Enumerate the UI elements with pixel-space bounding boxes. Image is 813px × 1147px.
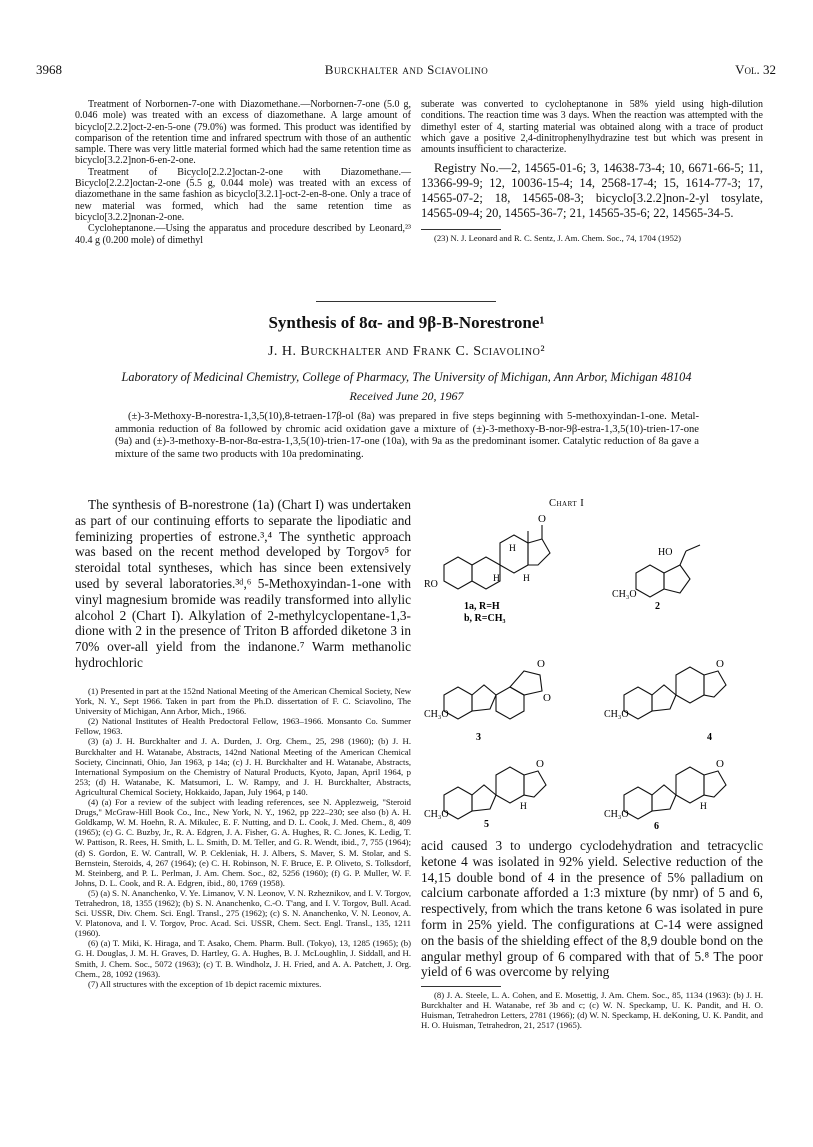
paragraph: Cycloheptanone.—Using the apparatus and procedure described by Leonard,²³ 40.4 g (0.200 mole) of dimethyl [75, 223, 411, 246]
compound-label-1b: b, R=CH₃ [464, 613, 506, 624]
substituent-label: HO [658, 547, 673, 558]
registry-numbers: Registry No.—2, 14565-01-6; 3, 14638-73-4; 10, 6671-66-5; 11, 13366-99-9; 12, 10036-15-4; 14, 2568-17-4; 15, 1614-77-3; 17, 14565-07-2; 18, 14565-08-3; bicyclo[3.2.2]non-2-yl tosylate, 14565-09-4; 20, 14565-36-7; 21, 14565-35-6; 22, 14565-34-5. [421, 161, 763, 221]
abstract [115, 411, 699, 461]
compound-label-6: 6 [654, 821, 659, 830]
top-right-column [421, 99, 763, 243]
oxygen-label: O [543, 692, 551, 704]
body-right-column [421, 838, 763, 1031]
footnote: (5) (a) S. N. Ananchenko, V. Ye. Limanov, V. N. Leonov, V. N. Rzheznikov, and I. V. Torgov, Tetrahedron, 18, 1355 (1962); (b) S. N. Ananchenko, C.-O. T'ang, and I. V. Torgov, Bull. Acad. Sci. USSR, Div. Chem. Sci. Engl. Transl., 275 (1962); (c) S. N. Ananchenko, V. N. Leonov, A. V. Platonova, and I. V. Torgov, Proc. Acad. Sci. USSR, Chem. Sect. Engl. Transl., 135, 1211 (1960). [75, 887, 411, 939]
running-head: Burckhalter and Sciavolino [324, 62, 489, 77]
abstract-text: (±)-3-Methoxy-B-norestra-1,3,5(10),8-tetraen-17β-ol (8a) was prepared in five steps beginning with 5-methoxyindan-1-one. Metal-ammonia reduction of 8a followed by chromic acid oxidation gave a mixture of (±)-3-methoxy-B-nor-9β-estra-1,3,5(10)-trien-17-one (9a) and (±)-3-methoxy-B-nor-8α-estra-1,3,5(10)-trien-17-one (10a), with 9a as the predominant isomer. Catalytic reduction of 8a gave a mixture of the same two products with 10a predominating. [115, 411, 699, 460]
substituent-label: CH₃O [612, 589, 637, 600]
substituent-label: CH₃O [424, 709, 449, 720]
compound-label-3: 3 [476, 732, 481, 743]
footnote: (6) (a) T. Miki, K. Hiraga, and T. Asako, Chem. Pharm. Bull. (Tokyo), 13, 1285 (1965); (b) G. H. Douglas, J. M. H. Graves, D. Hartley, G. A. Hughes, B. J. McLoughlin, J. Siddall, and H. Smith, J. Chem. Soc., 5072 (1963); (c) T. B. Windholz, J. H. Fried, and A. A. Patchett, J. Org. Chem., 28, 1092 (1963). [75, 938, 411, 979]
section-divider [316, 301, 496, 302]
substituent-label: CH₃O [424, 809, 449, 820]
paragraph: Treatment of Norbornen-7-one with Diazomethane.—Norbornen-7-one (5.0 g, 0.046 mole) was treated with an excess of diazomethane. A large amount of bicyclo[2.2.2]oct-2-en-5-one (79.0%) was formed. This product was identified by comparison of the retention time and infrared spectrum with those of an authentic sample. There was very little material formed which had the same retention time as bicyclo[3.2.2]non-6-en-2-one. [75, 99, 411, 167]
footnote: (8) J. A. Steele, L. A. Cohen, and E. Mosettig, J. Am. Chem. Soc., 85, 1134 (1963): (b) J. H. Burckhalter and H. Watanabe, ref 3b and c; (c) W. N. Speckamp, U. K. Pandit, and H. O. Huisman, Tetrahedron Letters, 2781 (1966); (d) W. N. Speckamp, H. deKoning, U. K. Pandit, and H. O. Huisman, Tetrahedron, 21, 2517 (1965). [421, 990, 763, 1031]
article-title: Synthesis of 8α- and 9β-B-Norestrone¹ [268, 313, 545, 332]
footnote: (7) All structures with the exception of 1b depict racemic mixtures. [88, 978, 322, 989]
substituent-label: CH₃O [604, 709, 629, 720]
compound-label-4: 4 [707, 732, 712, 743]
oxygen-label: O [536, 758, 544, 770]
substituent-label: CH₃O [604, 809, 629, 820]
chart-title: Chart I [549, 498, 585, 509]
hydrogen-label: H [700, 802, 707, 812]
footnote: (4) (a) For a review of the subject with leading references, see N. Applezweig, "Steroid Drugs," McGraw-Hill Book Co., Inc., New York, N. Y., 1962, pp 222–230; see also (b) A. H. Goldkamp, W. M. Hoehn, R. A. Mikulec, E. F. Nutting, and D. L. Cook, J. Med. Chem., 8, 409 (1965); (c) G. C. Buzby, Jr., R. A. Edgren, J. A. Fisher, G. A. Hughes, R. C. Jones, K. Ledig, T. W. Pattison, R. Rees, H. Smith, L. L. Smith, D. M. Teller, and G. R. Wendt, ibid., 7, 755 (1964); (d) S. Gordon, E. W. Cantrall, W. P. Cekleniak, H. J. Albers, S. Maver, S. M. Stolar, and S. Bernstein, Steroids, 4, 267 (1964); (e) C. H. Robinson, N. F. Bruce, E. P. Oliveto, S. Tolksdorf, M. Steinberg, and P. L. Perlman, J. Am. Chem. Soc., 82, 5256 (1960); (f) G. P. Muller, W. F. Johns, D. L. Cook, and R. A. Edgren, ibid., 80, 1769 (1958). [75, 797, 411, 888]
paragraph: suberate was converted to cycloheptanone in 58% yield using high-dilution conditions. The reaction time was 3 days. When the reaction was attempted with the dimethyl ester of 4, starting material was obtained along with a trace of product which gave a positive 2,4-dinitrophenylhydrazine test but which was present in amounts insufficient to characterize. [421, 99, 763, 156]
footnote: (2) National Institutes of Health Predoctoral Fellow, 1963–1966. Monsanto Co. Summer Fellow, 1963. [75, 716, 411, 737]
affiliation: Laboratory of Medicinal Chemistry, College of Pharmacy, The University of Michigan, Ann Arbor, Michigan 48104 [121, 370, 692, 384]
received-date: Received June 20, 1967 [349, 389, 464, 403]
compound-label-1: 1a, R=H [464, 601, 500, 612]
divider [421, 229, 501, 230]
body-left-column [75, 497, 411, 671]
compound-label-2: 2 [655, 601, 660, 612]
paragraph: The synthesis of B-norestrone (1a) (Chart I) was undertaken as part of our continuing efforts to separate the lipodiatic and feminizing properties of estrone.³,⁴ The synthetic approach was based on the recent method developed by Torgov⁵ for steroidal total syntheses, which has since been extensively used by several laboratories.³ᵈ,⁶ 5-Methoxyindan-1-one with vinyl magnesium bromide was readily transformed into allylic alcohol 2 (Chart I). Alkylation of 2-methylcyclopentane-1,3-dione with 2 in the presence of Triton B afforded diketone 3 in 70% over-all yield from the indanone.⁷ Warm methanolic hydrochloric [75, 497, 411, 670]
volume: Vol. 32 [735, 62, 776, 77]
oxygen-label: O [537, 658, 545, 670]
hydrogen-label: H [493, 574, 500, 584]
page-number: 3968 [36, 62, 62, 77]
paragraph: acid caused 3 to undergo cyclodehydration and tetracyclic ketone 4 was isolated in 92% yield. Selective reduction of the 14,15 double bond of 4 in the presence of 5% palladium on calcium carbonate afforded a 1:3 mixture (by nmr) of 5 and 6, respectively, from which the trans ketone 6 was isolated in pure form in 25% yield. The configurations at C-14 were assigned on the basis of the shielding effect of the 8,9 double bond on the angular methyl group of 6 compared with that of 5.⁸ The poor yield of 6 was overcome by relying [421, 838, 763, 980]
compound-label-5: 5 [484, 819, 489, 830]
footnote: (23) N. J. Leonard and R. C. Sentz, J. Am. Chem. Soc., 74, 1704 (1952) [434, 233, 682, 244]
hydrogen-label: H [523, 574, 530, 584]
footnotes-left [75, 686, 411, 989]
oxygen-label: O [716, 658, 724, 670]
hydrogen-label: H [509, 544, 516, 554]
footnote: (3) (a) J. H. Burckhalter and J. A. Durden, J. Org. Chem., 25, 298 (1960); (b) J. H. Burckhalter and H. Watanabe, Abstracts, 142nd National Meeting of the American Chemical Society, Cincinnati, Ohio, Jan 1963, p 14a; (c) J. H. Burckhalter and H. Watanabe, Abstracts, International Symposium on the Chemistry of Natural Products, Kyoto, Japan, April 1964, p 253; (d) H. Watanabe, K. Matsumori, L. W. Rampy, and J. H. Burckhalter, Abstracts, Agricultural Chemical Society, Hokkaido, Japan, July 1964, p 140. [75, 736, 411, 797]
oxygen-label: O [538, 513, 546, 525]
footnote: (1) Presented in part at the 152nd National Meeting of the American Chemical Society, New York, N. Y., Sept 1966. Taken in part from the Ph.D. dissertation of F. C. Sciavolino, The University of Michigan, Ann Arbor, Mich., 1966. [75, 686, 411, 717]
hydrogen-label: H [520, 802, 527, 812]
substituent-label: RO [424, 579, 438, 590]
oxygen-label: O [716, 758, 724, 770]
top-left-column [75, 99, 411, 246]
chart-i-structures [424, 495, 764, 830]
divider [421, 986, 501, 987]
authors: J. H. Burckhalter and Frank C. Sciavolino² [267, 344, 546, 359]
paragraph: Treatment of Bicyclo[2.2.2]octan-2-one with Diazomethane.—Bicyclo[2.2.2]octan-2-one (5.5 g, 0.044 mole) was treated with an excess of diazomethane in the same fashion as bicyclo[3.2.1]-oct-2-en-8-one. Only a trace of new material was formed, which had the same retention time as bicyclo[3.2.2]nonan-2-one. [75, 166, 411, 223]
